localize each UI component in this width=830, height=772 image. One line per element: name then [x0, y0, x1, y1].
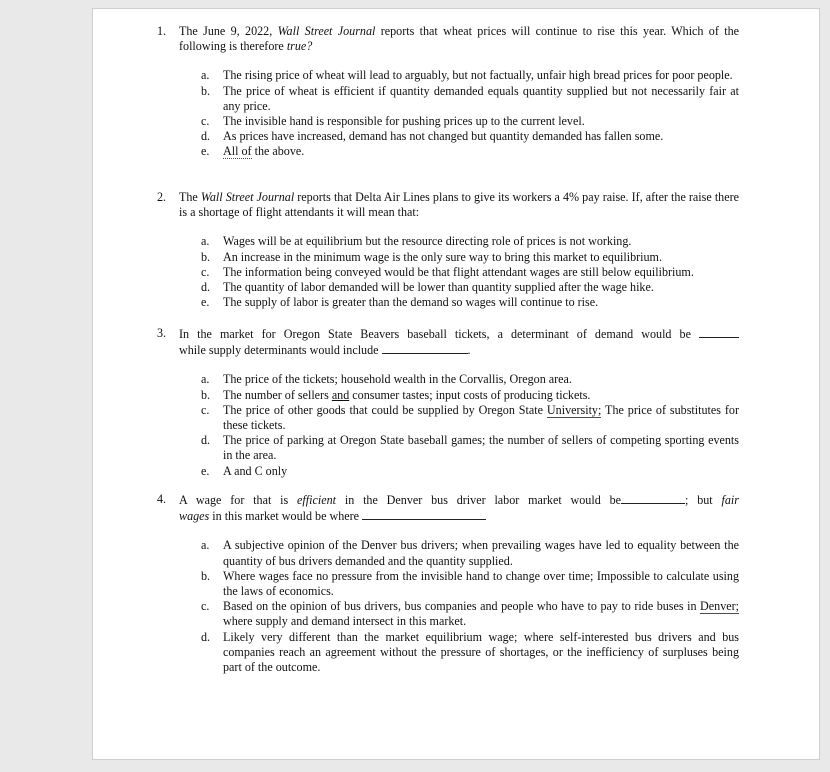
question-4 [157, 492, 739, 675]
option-b: b. An increase in the minimum wage is the only sure way to bring this market to equilibrium. [201, 249, 662, 264]
option-a: a. Wages will be at equilibrium but the resource directing role of prices is not working. [201, 234, 632, 249]
option-d: d. The quantity of labor demanded will be lower than quantity supplied after the wage hike. [201, 280, 654, 295]
answer-blank [362, 508, 486, 520]
question-1 [157, 24, 739, 160]
document-page [92, 8, 820, 760]
option-a: a. A subjective opinion of the Denver bus drivers; when prevailing wages have led to equality between the quantity of bus drivers demanded and the quantity supplied. [201, 538, 739, 568]
options-list [201, 372, 739, 478]
option-c: c. The invisible hand is responsible for pushing prices up to the current level. [201, 114, 585, 129]
question-stem: The June 9, 2022, Wall Street Journal reports that wheat prices will continue to rise this year. Which of the following is therefore true? [179, 24, 739, 54]
option-b: b. The number of sellers and consumer tastes; input costs of producing tickets. [201, 387, 591, 402]
option-d: d. The price of parking at Oregon State baseball games; the number of sellers of competing sporting events in the area. [201, 433, 739, 463]
question-number: 4. [157, 492, 167, 506]
options-list [201, 234, 739, 310]
options-list [201, 68, 739, 159]
question-stem: A wage for that is efficient in the Denver bus driver labor market would be ; but fair wages in this market would be where [179, 493, 739, 524]
answer-blank [382, 342, 468, 354]
answer-blank [621, 492, 685, 504]
question-2 [157, 190, 739, 310]
question-stem: The Wall Street Journal reports that Delta Air Lines plans to give its workers a 4% pay raise. If, after the raise there is a shortage of flight attendants it will mean that: [179, 190, 739, 220]
option-c: c. The information being conveyed would be that flight attendant wages are still below equilibrium. [201, 264, 694, 279]
option-a: a. The price of the tickets; household wealth in the Corvallis, Oregon area. [201, 372, 572, 387]
option-b: b. The price of wheat is efficient if quantity demanded equals quantity supplied but not necessarily fair at any price. [201, 83, 739, 113]
question-number: 1. [157, 24, 167, 38]
option-d: d. As prices have increased, demand has not changed but quantity demanded has fallen some. [201, 129, 664, 144]
question-number: 2. [157, 190, 167, 204]
option-e: e. All of the above. [201, 144, 305, 159]
option-e: e. A and C only [201, 463, 288, 478]
question-number: 3. [157, 326, 167, 340]
option-c: c. Based on the opinion of bus drivers, bus companies and people who have to pay to ride buses in Denver; where supply and demand intersect in this market. [201, 599, 739, 629]
grammar-flag: All of [223, 144, 252, 159]
question-3 [157, 326, 739, 479]
question-stem: In the market for Oregon State Beavers baseball tickets, a determinant of demand would be while supply determinants would include . [179, 326, 739, 358]
answer-blank [699, 326, 739, 338]
option-c: c. The price of other goods that could be supplied by Oregon State University; The price of substitutes for these tickets. [201, 402, 739, 433]
grammar-flag: University; [546, 402, 602, 417]
grammar-flag: Denver; [700, 599, 739, 614]
option-d: d. Likely very different than the market equilibrium wage; where self-interested bus drivers and bus companies reach an agreement without the pressure of shortages, or the inefficiency of surpluses being part of the outcome. [201, 629, 739, 675]
options-list [201, 538, 739, 675]
option-a: a. The rising price of wheat will lead to arguably, but not factually, unfair high bread prices for poor people. [201, 68, 733, 83]
option-e: e. The supply of labor is greater than the demand so wages will continue to rise. [201, 295, 599, 310]
option-b: b. Where wages face no pressure from the invisible hand to change over time; Impossible to calculate using the laws of economics. [201, 568, 739, 599]
